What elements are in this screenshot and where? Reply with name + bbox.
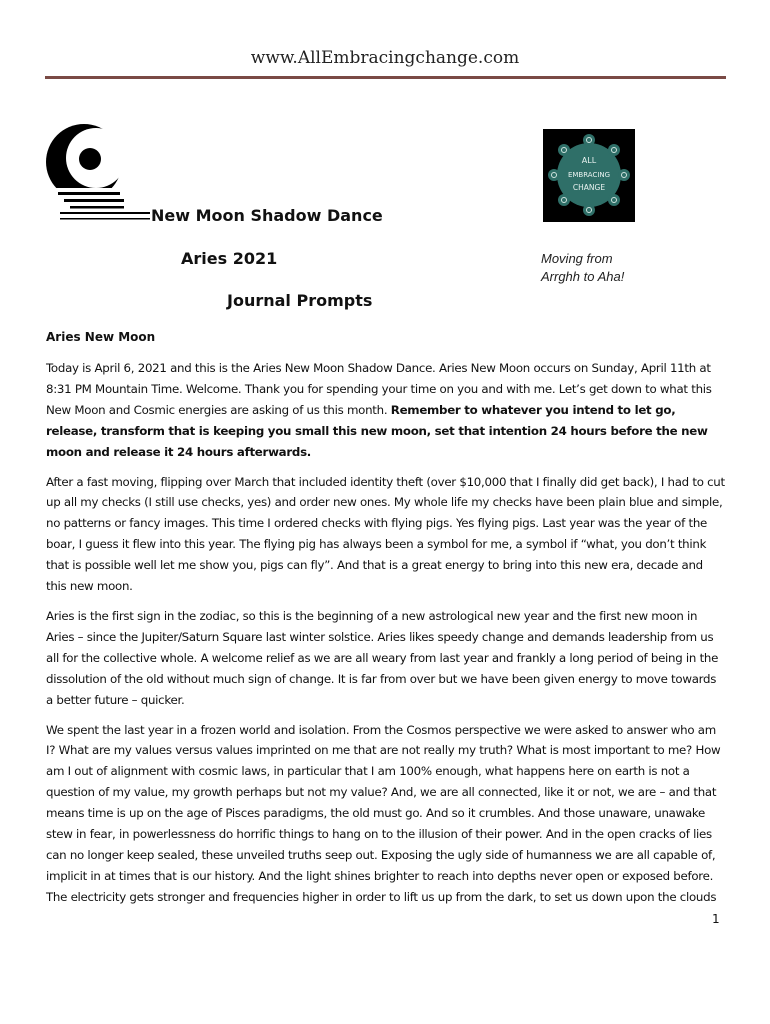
header-divider <box>45 76 726 79</box>
document-title: New Moon Shadow Dance <box>151 206 383 225</box>
paragraph-1 <box>46 358 726 463</box>
all-embracing-change-logo-icon <box>543 129 635 222</box>
tagline-line-2: Arrghh to Aha! <box>541 269 625 284</box>
section-heading: Aries New Moon <box>46 330 156 344</box>
paragraph-1-text: Today is April 6, 2021 and this is the Aries New Moon Shadow Dance. Aries New Moon occurs on Sunday, April 11th at 8:31 PM Mountain Time. Welcome. Thank you for spending your time on you and with me. Let’s get down to what this New Moon and Cosmic energies are asking of us this month. <box>46 361 712 417</box>
paragraph-1-bold-text: Remember to whatever you intend to let go, release, transform that is keeping you small this new moon, set that intention 24 hours before the new moon and release it 24 hours afterwards. <box>46 402 708 459</box>
body-text <box>46 358 726 917</box>
brand-line-3: CHANGE <box>572 183 606 192</box>
paragraph-4: We spent the last year in a frozen world and isolation. From the Cosmos perspective we were asked to answer who am I? What are my values versus values imprinted on me that are not really my truth? What is most important to me? How am I out of alignment with cosmic laws, in particular that I am 100% enough, what happens here on earth is not a question of my value, my growth perhaps but not my value? And, we are all connected, like it or not, we are – and that means time is up on the age of Pisces paradigms, the old must go. And so it crumbles. And those unaware, unawake stew in fear, in powerlessness do horrific things to hang on to the illusion of their power. And in the open cracks of lies can no longer keep sealed, these unveiled truths seep out. Exposing the ugly side of humanness we are all capable of, implicit in at times that is our history. And the light shines brighter to reach into depths never open or exposed before. The electricity gets stronger and frequencies higher in order to lift us up from the dark, to set us down upon the clouds <box>46 722 721 904</box>
tagline-line-1: Moving from <box>541 251 613 266</box>
header-url: www.AllEmbracingchange.com <box>250 48 520 68</box>
paragraph-2: After a fast moving, flipping over March that included identity theft (over $10,000 that I finally did get back), I had to cut up all my checks (I still use checks, yes) and order new ones. My whole life my checks have been plain blue and simple, no patterns or fancy images. This time I ordered checks with flying pigs. Yes flying pigs. Last year was the year of the boar, I guess it flew into this year. The flying pig has always been a symbol for me, a symbol if “what, you don’t think that is possible well let me show you, pigs can fly”. And that is a great energy to bring into this new era, decade and this new moon. <box>46 474 725 594</box>
brand-line-2: EMBRACING <box>567 171 611 179</box>
paragraph-3: Aries is the first sign in the zodiac, so this is the beginning of a new astrological new year and the first new moon in Aries – since the Jupiter/Saturn Square last winter solstice. Aries likes speedy change and demands leadership from us all for the collective whole. A welcome relief as we are all weary from last year and frankly a long period of being in the dissolution of the old without much sign of change. It is far from over but we have been given energy to move towards a better future – quicker. <box>46 608 719 707</box>
crescent-moon-logo-icon <box>44 122 150 226</box>
page-number: 1 <box>712 912 720 926</box>
document-subtitle: Aries 2021 <box>181 249 278 268</box>
document-section-title: Journal Prompts <box>227 291 373 310</box>
tagline <box>541 250 624 286</box>
brand-line-1: ALL <box>581 156 597 165</box>
